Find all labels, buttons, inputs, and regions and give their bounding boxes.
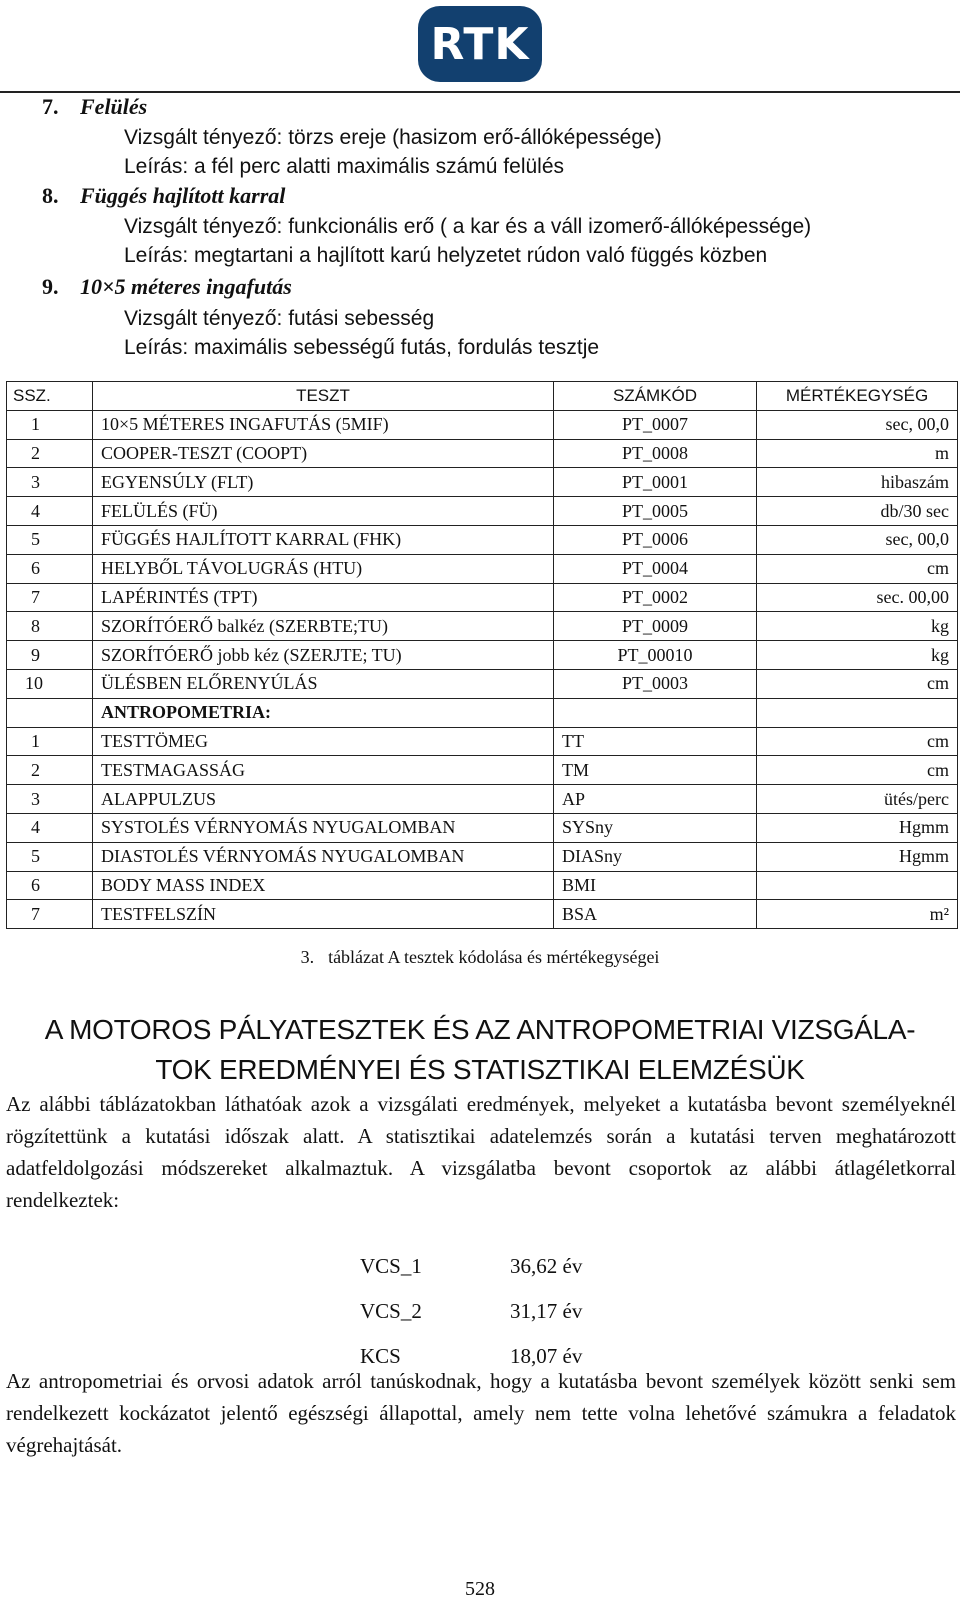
table-cell: m²: [757, 900, 958, 929]
table-cell: hibaszám: [757, 468, 958, 497]
table-cell: PT_0003: [554, 669, 757, 698]
table-row: [7, 871, 958, 900]
age-group: VCS_2: [360, 1299, 422, 1323]
table-cell: ÜLÉSBEN ELŐRENYÚLÁS: [93, 669, 554, 698]
table-cell: TM: [554, 756, 757, 785]
table-row: [7, 813, 958, 842]
table-cell: cm: [757, 756, 958, 785]
table-cell: SZORÍTÓERŐ jobb kéz (SZERJTE; TU): [93, 641, 554, 670]
rtk-logo: [418, 6, 542, 82]
table-cell: sec, 00,0: [757, 410, 958, 439]
logo-text: RTK: [430, 18, 530, 70]
table-section-row: [7, 698, 958, 727]
test-item-description: Leírás: a fél perc alatti maximális számú felülés: [124, 155, 565, 178]
test-coding-table: [6, 381, 958, 929]
table-row: [7, 669, 958, 698]
table-cell: TESTFELSZÍN: [93, 900, 554, 929]
table-row: [7, 612, 958, 641]
table-cell: SYSTOLÉS VÉRNYOMÁS NYUGALOMBAN: [93, 813, 554, 842]
table-cell: 7: [7, 583, 93, 612]
table-header-row: [7, 382, 958, 411]
table-cell: FÜGGÉS HAJLÍTOTT KARRAL (FHK): [93, 525, 554, 554]
table-cell: COOPER-TESZT (COOPT): [93, 439, 554, 468]
test-item-description: Leírás: maximális sebességű futás, fordulás tesztje: [124, 336, 600, 359]
caption-number: 3.: [300, 947, 315, 967]
table-row: [7, 641, 958, 670]
table-row: [7, 583, 958, 612]
table-cell: ALAPPULZUS: [93, 785, 554, 814]
table-cell: TT: [554, 727, 757, 756]
header-teszt: TESZT: [93, 382, 554, 411]
table-row: [7, 439, 958, 468]
section-heading: [0, 1010, 960, 1090]
header-szamkod: SZÁMKÓD: [554, 382, 757, 411]
table-cell: 6: [7, 554, 93, 583]
table-cell: 2: [7, 756, 93, 785]
table-cell: 10×5 MÉTERES INGAFUTÁS (5MIF): [93, 410, 554, 439]
section-heading-line: TOK EREDMÉNYEI ÉS STATISZTIKAI ELEMZÉSÜK: [155, 1054, 805, 1085]
table-cell: EGYENSÚLY (FLT): [93, 468, 554, 497]
test-item-title: 9. 10×5 méteres ingafutás: [42, 274, 292, 299]
table-cell: m: [757, 439, 958, 468]
table-cell: HELYBŐL TÁVOLUGRÁS (HTU): [93, 554, 554, 583]
table-cell: Hgmm: [757, 813, 958, 842]
table-cell: 7: [7, 900, 93, 929]
table-cell: 5: [7, 525, 93, 554]
age-value: 31,17 év: [510, 1299, 583, 1323]
table-row: [7, 468, 958, 497]
anthropometry-label: ANTROPOMETRIA:: [93, 698, 554, 727]
age-row: [360, 1254, 660, 1299]
test-item-factor: Vizsgált tényező: törzs ereje (hasizom erő-állóképessége): [124, 126, 662, 149]
table-cell: SYSny: [554, 813, 757, 842]
page-number: 528: [465, 1578, 495, 1600]
table-row: [7, 756, 958, 785]
age-group: KCS: [360, 1344, 401, 1368]
table-row: [7, 554, 958, 583]
table-cell: 4: [7, 497, 93, 526]
table-cell: PT_0004: [554, 554, 757, 583]
header-ssz: SSZ.: [7, 382, 93, 411]
test-item-factor: Vizsgált tényező: funkcionális erő ( a kar és a váll izomerő-állóképessége): [124, 215, 812, 238]
table-cell: 5: [7, 842, 93, 871]
table-row: [7, 525, 958, 554]
body-paragraph: Az alábbi táblázatokban láthatóak azok a vizsgálati eredmények, melyeket a kutatásba bevont személyeknél rögzítettünk a kutatási időszak alatt. A statisztikai adatelemzés során a kutatási terven meghatározott adatfeldolgozási módszereket alkalmaztuk. A vizsgálatba bevont csoportok az alábbi átlagéletkorral rendelkeztek:: [6, 1092, 956, 1212]
table-cell: 1: [7, 410, 93, 439]
table-cell: 4: [7, 813, 93, 842]
table-cell: 3: [7, 468, 93, 497]
table-cell: PT_0006: [554, 525, 757, 554]
table-cell: [757, 698, 958, 727]
table-cell: TESTMAGASSÁG: [93, 756, 554, 785]
table-cell: [7, 698, 93, 727]
table-cell: Hgmm: [757, 842, 958, 871]
test-item-title: 8. Függés hajlított karral: [42, 183, 286, 208]
age-row: [360, 1299, 660, 1344]
test-item-factor: Vizsgált tényező: futási sebesség: [124, 307, 435, 330]
table-cell: PT_0001: [554, 468, 757, 497]
table-cell: PT_0008: [554, 439, 757, 468]
table-cell: 3: [7, 785, 93, 814]
table-caption: [0, 947, 960, 968]
table-cell: 1: [7, 727, 93, 756]
table-cell: [757, 871, 958, 900]
table-cell: BODY MASS INDEX: [93, 871, 554, 900]
table-cell: AP: [554, 785, 757, 814]
table-cell: cm: [757, 669, 958, 698]
table-cell: 10: [7, 669, 93, 698]
table-cell: BMI: [554, 871, 757, 900]
table-cell: PT_0009: [554, 612, 757, 641]
table-row: [7, 842, 958, 871]
table-row: [7, 900, 958, 929]
test-item-title: 7. Felülés: [42, 94, 148, 119]
table-cell: PT_0002: [554, 583, 757, 612]
table-cell: kg: [757, 612, 958, 641]
table-cell: LAPÉRINTÉS (TPT): [93, 583, 554, 612]
table-cell: PT_00010: [554, 641, 757, 670]
table-cell: cm: [757, 727, 958, 756]
table-cell: BSA: [554, 900, 757, 929]
table-row: [7, 785, 958, 814]
table-cell: 2: [7, 439, 93, 468]
table-cell: ütés/perc: [757, 785, 958, 814]
table-cell: 6: [7, 871, 93, 900]
body-paragraph: Az antropometriai és orvosi adatok arról tanúskodnak, hogy a kutatásba bevont személyek között senki sem rendelkezett kockázatot jelentő egészségi állapottal, amely nem tette volna lehetővé számukra a feladatok végrehajtását.: [6, 1369, 956, 1457]
table-cell: 9: [7, 641, 93, 670]
test-item-description: Leírás: megtartani a hajlított karú helyzetet rúdon való függés közben: [124, 244, 768, 267]
table-row: [7, 410, 958, 439]
table-cell: cm: [757, 554, 958, 583]
table-cell: FELÜLÉS (FÜ): [93, 497, 554, 526]
table-row: [7, 727, 958, 756]
age-value: 18,07 év: [510, 1344, 583, 1368]
section-heading-line: A MOTOROS PÁLYATESZTEK ÉS AZ ANTROPOMETRIAI VIZSGÁLA-: [44, 1014, 916, 1045]
table-cell: PT_0005: [554, 497, 757, 526]
header-mertekegyseg: MÉRTÉKEGYSÉG: [757, 382, 958, 411]
table-cell: SZORÍTÓERŐ balkéz (SZERBTE;TU): [93, 612, 554, 641]
table-cell: sec, 00,0: [757, 525, 958, 554]
table-cell: PT_0007: [554, 410, 757, 439]
table-cell: DIASny: [554, 842, 757, 871]
header-divider: [0, 91, 960, 93]
age-group: VCS_1: [360, 1254, 422, 1278]
table-row: [7, 497, 958, 526]
table-cell: 8: [7, 612, 93, 641]
caption-text: táblázat A tesztek kódolása és mértékegységei: [328, 947, 660, 967]
age-value: 36,62 év: [510, 1254, 583, 1278]
table-cell: kg: [757, 641, 958, 670]
table-cell: sec. 00,00: [757, 583, 958, 612]
table-cell: DIASTOLÉS VÉRNYOMÁS NYUGALOMBAN: [93, 842, 554, 871]
table-cell: [554, 698, 757, 727]
table-cell: TESTTÖMEG: [93, 727, 554, 756]
table-cell: db/30 sec: [757, 497, 958, 526]
